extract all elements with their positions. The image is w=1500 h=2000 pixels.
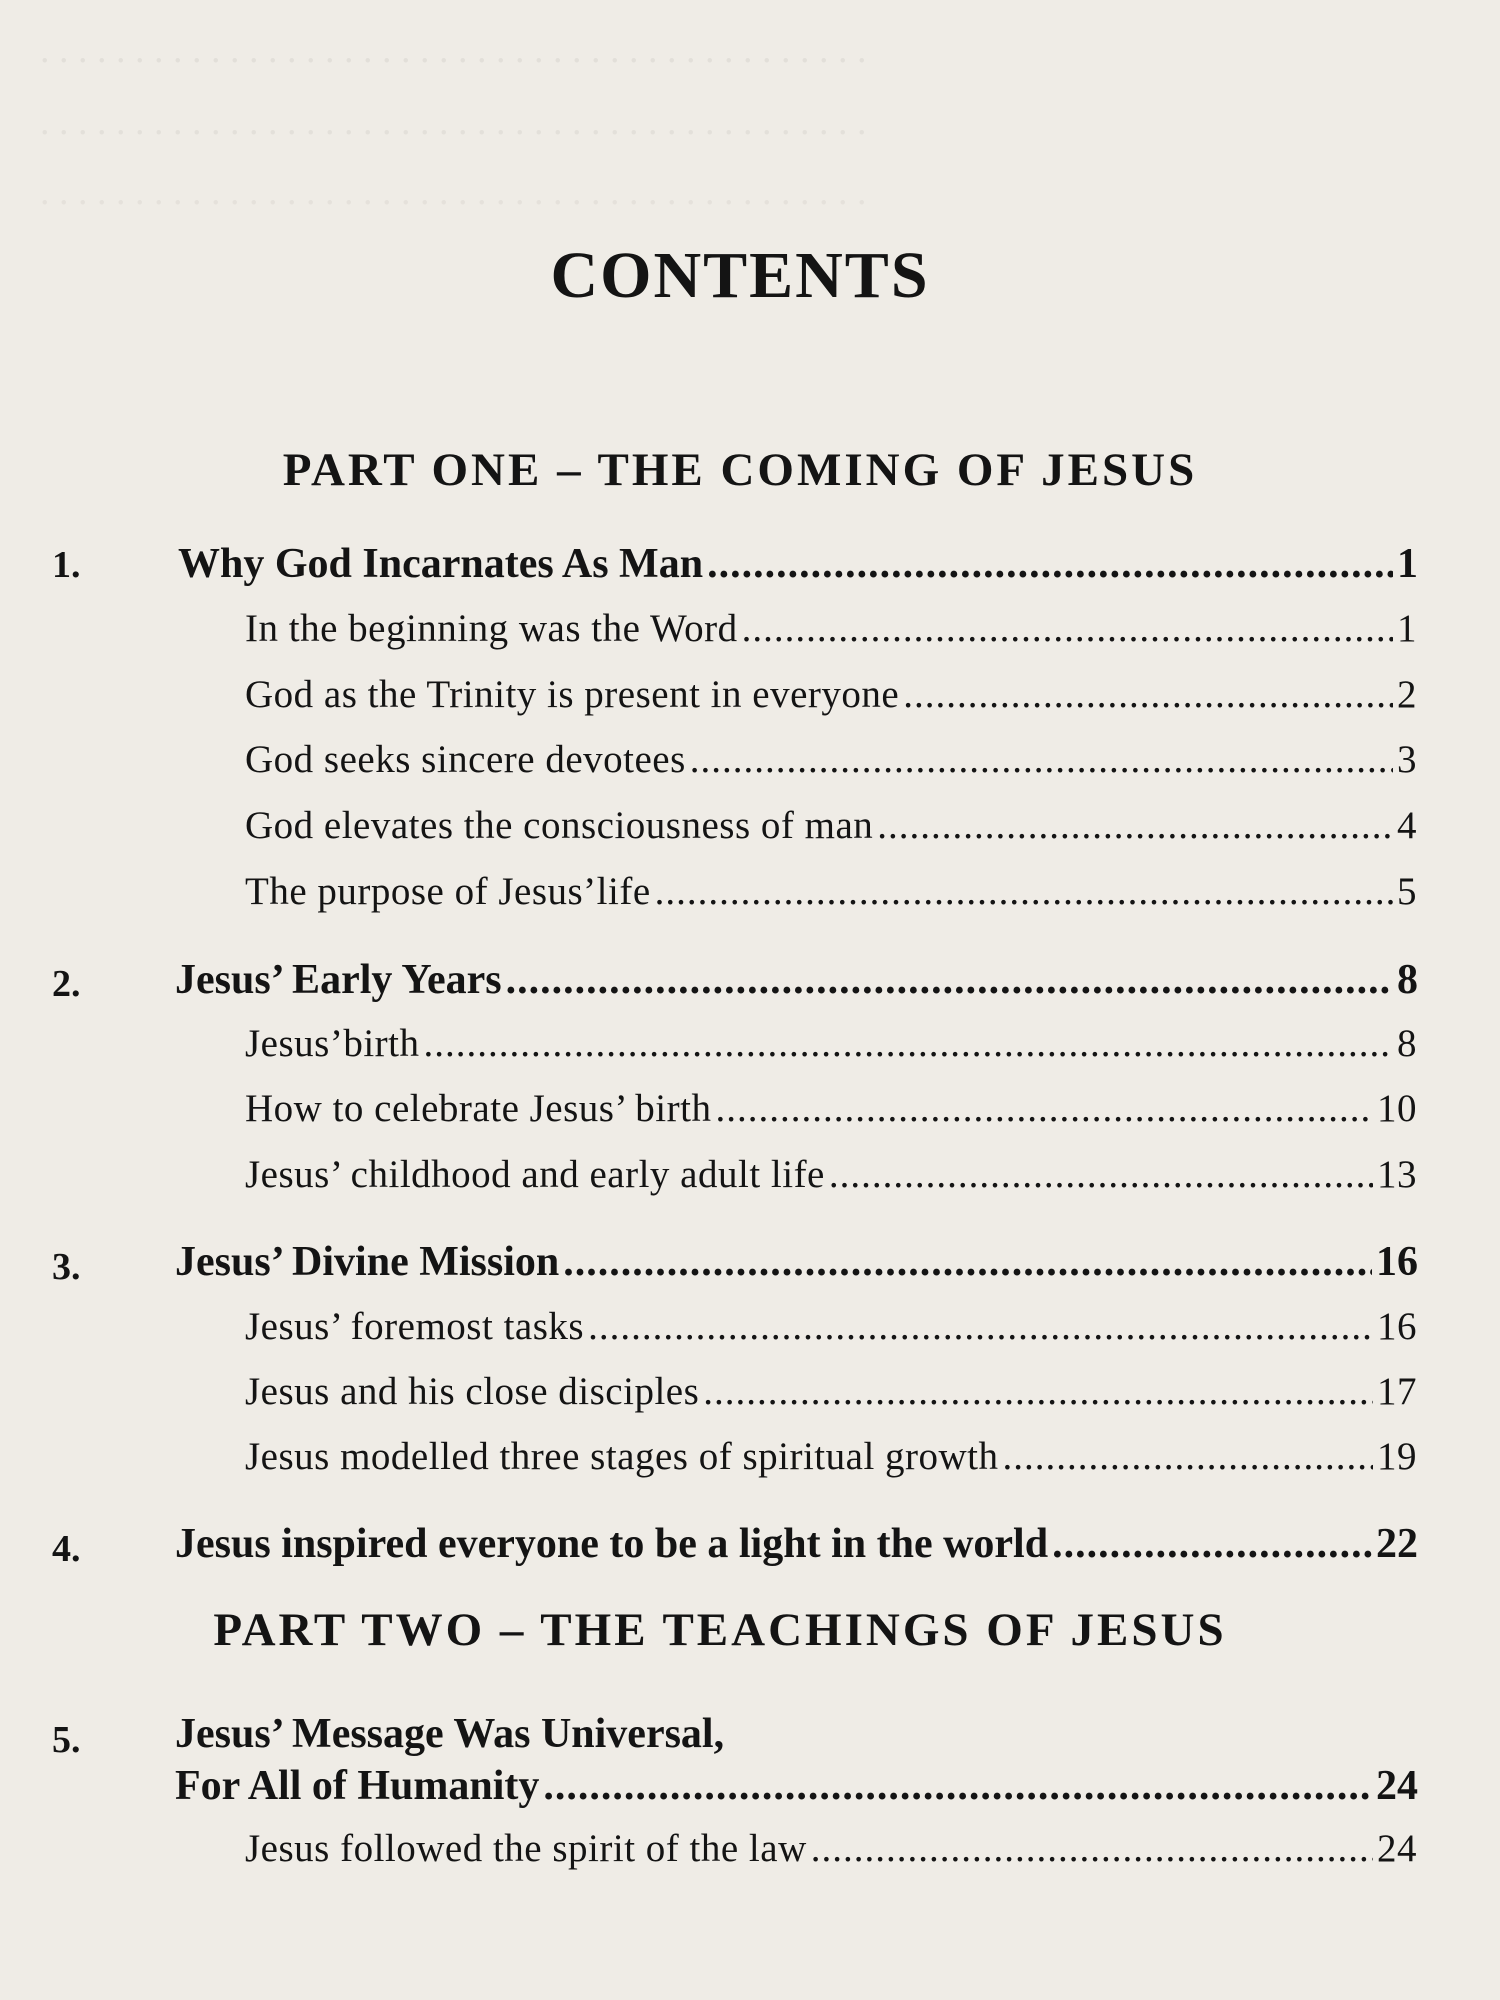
reverse-page-shadow: . . . . . . . . . . . . . . . . . . . . . . . . . . . . . . . . . . . . . . . . . . . . bbox=[40, 101, 867, 143]
page-number: 1 bbox=[1397, 541, 1418, 587]
page-number: 24 bbox=[1376, 1763, 1418, 1809]
toc-entry-chapter-3[interactable] bbox=[175, 1238, 1418, 1286]
toc-entry-chapter-1[interactable] bbox=[178, 540, 1418, 588]
dot-leader bbox=[588, 1304, 1373, 1349]
page-number: 19 bbox=[1377, 1435, 1417, 1478]
dot-leader bbox=[903, 672, 1393, 717]
page-number: 8 bbox=[1397, 1022, 1417, 1065]
chapter-title: Jesus’ Early Years bbox=[175, 957, 502, 1003]
section-title: Jesus’ childhood and early adult life bbox=[245, 1153, 825, 1196]
toc-entry-section[interactable] bbox=[245, 1826, 1417, 1871]
dot-leader bbox=[424, 1021, 1394, 1066]
section-title: The purpose of Jesus’life bbox=[245, 870, 651, 913]
toc-entry-section[interactable] bbox=[245, 737, 1417, 782]
chapter-title: Jesus’ Divine Mission bbox=[175, 1239, 560, 1285]
toc-entry-section[interactable] bbox=[245, 1304, 1417, 1349]
toc-entry-chapter-4[interactable] bbox=[175, 1520, 1418, 1568]
dot-leader bbox=[715, 1086, 1373, 1131]
page-number: 5 bbox=[1397, 870, 1417, 913]
chapter-title: Jesus inspired everyone to be a light in the world bbox=[175, 1521, 1049, 1567]
section-title: Jesus’ foremost tasks bbox=[245, 1305, 585, 1348]
toc-entry-section[interactable] bbox=[245, 672, 1417, 717]
section-title: Jesus’birth bbox=[245, 1022, 420, 1065]
toc-entry-section[interactable] bbox=[245, 1434, 1417, 1479]
page-number: 22 bbox=[1376, 1521, 1418, 1567]
toc-entry-section[interactable] bbox=[245, 1369, 1417, 1414]
chapter-title-line-1: Jesus’ Message Was Universal, bbox=[175, 1711, 725, 1757]
page-number: 16 bbox=[1376, 1239, 1418, 1285]
toc-entry-section[interactable] bbox=[245, 1021, 1417, 1066]
chapter-number: 5. bbox=[52, 1719, 81, 1761]
page-number: 3 bbox=[1397, 738, 1417, 781]
section-title: Jesus followed the spirit of the law bbox=[245, 1827, 807, 1870]
chapter-number: 3. bbox=[52, 1246, 81, 1288]
toc-entry-section[interactable] bbox=[245, 869, 1417, 914]
dot-leader bbox=[877, 803, 1393, 848]
page-number: 4 bbox=[1397, 804, 1417, 847]
dot-leader bbox=[811, 1826, 1373, 1871]
dot-leader bbox=[742, 606, 1393, 651]
toc-entry-chapter-5[interactable] bbox=[175, 1762, 1418, 1810]
section-title: Jesus modelled three stages of spiritual growth bbox=[245, 1435, 999, 1478]
chapter-number: 4. bbox=[52, 1528, 81, 1570]
part-one-heading: PART ONE – THE COMING OF JESUS bbox=[282, 444, 1198, 496]
section-title: God elevates the consciousness of man bbox=[245, 804, 874, 847]
section-title: God seeks sincere devotees bbox=[245, 738, 686, 781]
dot-leader bbox=[1052, 1520, 1372, 1568]
page-number: 17 bbox=[1377, 1370, 1417, 1413]
dot-leader bbox=[829, 1152, 1373, 1197]
chapter-number: 1. bbox=[52, 544, 81, 586]
page-number: 1 bbox=[1397, 607, 1417, 650]
section-title: In the beginning was the Word bbox=[245, 607, 738, 650]
toc-entry-section[interactable] bbox=[245, 803, 1417, 848]
page-title: CONTENTS bbox=[550, 239, 930, 312]
page-number: 13 bbox=[1377, 1153, 1417, 1196]
page-number: 2 bbox=[1397, 673, 1417, 716]
part-two-heading: PART TWO – THE TEACHINGS OF JESUS bbox=[213, 1604, 1227, 1656]
reverse-page-shadow: . . . . . . . . . . . . . . . . . . . . . . . . . . . . . . . . . . . . . . . . . . . . bbox=[40, 29, 867, 71]
chapter-title: Why God Incarnates As Man bbox=[178, 541, 704, 587]
dot-leader bbox=[563, 1238, 1372, 1286]
toc-entry-section[interactable] bbox=[245, 1086, 1417, 1131]
page-number: 8 bbox=[1397, 957, 1418, 1003]
dot-leader bbox=[707, 540, 1393, 588]
dot-leader bbox=[690, 737, 1393, 782]
page-number: 16 bbox=[1377, 1305, 1417, 1348]
dot-leader bbox=[703, 1369, 1373, 1414]
toc-entry-chapter-2[interactable] bbox=[175, 956, 1418, 1004]
section-title: God as the Trinity is present in everyone bbox=[245, 673, 900, 716]
section-title: Jesus and his close disciples bbox=[245, 1370, 700, 1413]
dot-leader bbox=[506, 956, 1393, 1004]
toc-entry-section[interactable] bbox=[245, 606, 1417, 651]
toc-entry-section[interactable] bbox=[245, 1152, 1417, 1197]
dot-leader bbox=[655, 869, 1393, 914]
dot-leader bbox=[543, 1762, 1372, 1810]
page-number: 10 bbox=[1377, 1087, 1417, 1130]
reverse-page-shadow: . . . . . . . . . . . . . . . . . . . . . . . . . . . . . . . . . . . . . . . . . . . . bbox=[40, 171, 867, 213]
chapter-number: 2. bbox=[52, 963, 81, 1005]
dot-leader bbox=[1003, 1434, 1373, 1479]
section-title: How to celebrate Jesus’ birth bbox=[245, 1087, 712, 1130]
chapter-title: For All of Humanity bbox=[175, 1763, 540, 1809]
page-number: 24 bbox=[1377, 1827, 1417, 1870]
